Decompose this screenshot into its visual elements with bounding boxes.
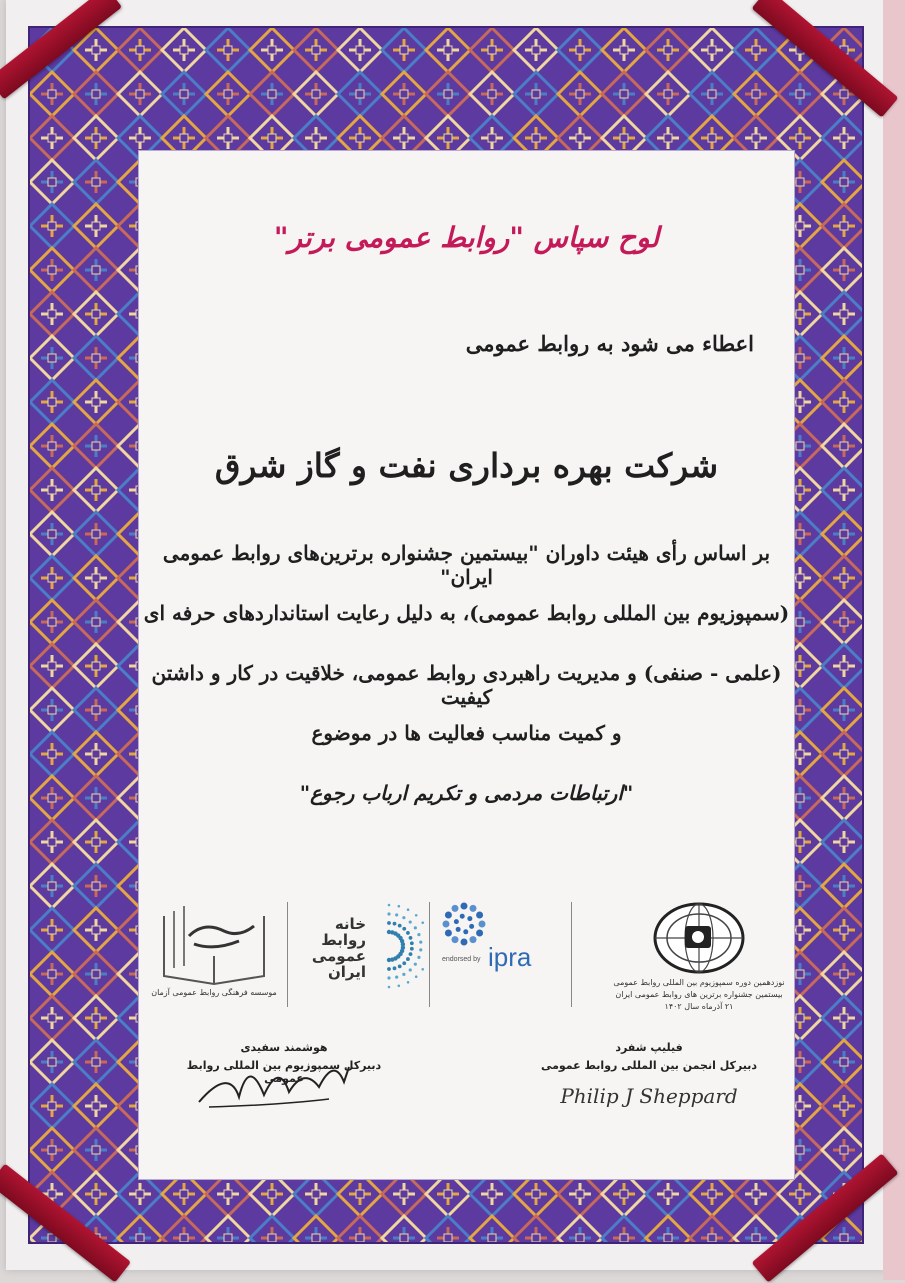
azman-logo (144, 896, 284, 1016)
decorative-frame (28, 26, 864, 1244)
handshake-book-icon (144, 896, 284, 986)
ipra-logo (434, 896, 564, 1016)
symposium-caption-2: بیستمین جشنواره برترین های روابط عمومی ایران (615, 990, 783, 999)
symposium-caption-3: ۲۱ آذرماه سال ۱۴۰۲ (664, 1002, 734, 1011)
signature-block-right (534, 1041, 764, 1108)
signer-name-left: هوشمند سفیدی (240, 1041, 328, 1054)
signer-role-left: دبیرکل سمپوزیوم بین المللی روابط عمومی (186, 1059, 382, 1085)
body-line-2: (سمپوزیوم بین المللی روابط عمومی)، به دلیل رعایت استانداردهای حرفه ای (143, 601, 790, 625)
logo-divider (287, 902, 288, 1007)
company-name: شرکت بهره برداری نفت و گاز شرق (214, 446, 719, 485)
certificate-inner-panel (138, 150, 795, 1180)
certificate-title: لوح سپاس "روابط عمومی برتر" (273, 221, 660, 254)
body-line-5: "ارتباطات مردمی و تکریم ارباب رجوع" (299, 781, 634, 805)
handwritten-signature-left (169, 1047, 369, 1117)
signer-role-right: دبیرکل انجمن بین المللی روابط عمومی (540, 1059, 758, 1072)
symposium-logo (609, 896, 789, 1016)
globe-emblem-icon (609, 896, 789, 976)
ipra-wordmark: ipra (488, 942, 532, 972)
signature-block-left (169, 1041, 399, 1085)
khaneh-line-1: خانه (334, 915, 366, 933)
khaneh-line-4: ایران (327, 963, 366, 981)
symposium-caption-1: نوزدهمین دوره سمپوزیوم بین المللی روابط عمومی (613, 978, 785, 987)
ipra-endorsed-label: endorsed by (442, 956, 481, 963)
background-strip (883, 0, 905, 1280)
logo-divider (571, 902, 572, 1007)
signer-name-right: فیلیپ شفرد (615, 1041, 683, 1054)
logo-divider (429, 902, 430, 1007)
body-line-3: (علمی - صنفی) و مدیریت راهبردی روابط عمومی، خلاقیت در کار و داشتن کیفیت (151, 661, 782, 709)
certificate-paper (6, 0, 886, 1270)
logos-row (139, 896, 794, 1016)
khaneh-logo (294, 896, 424, 1016)
body-line-1: بر اساس رأی هیئت داوران "بیستمین جشنواره برترین‌های روابط عمومی ایران" (162, 541, 771, 589)
body-line-4: و کمیت مناسب فعالیت ها در موضوع (311, 721, 622, 745)
khaneh-line-2: روابط (321, 931, 366, 949)
granted-to-line: اعطاء می شود به روابط عمومی (465, 331, 754, 356)
signature-script-right: Philip J Sheppard (560, 1084, 738, 1108)
azman-caption: موسسه فرهنگی روابط عمومی آزمان (151, 988, 277, 997)
khaneh-line-3: عمومی (311, 947, 366, 965)
